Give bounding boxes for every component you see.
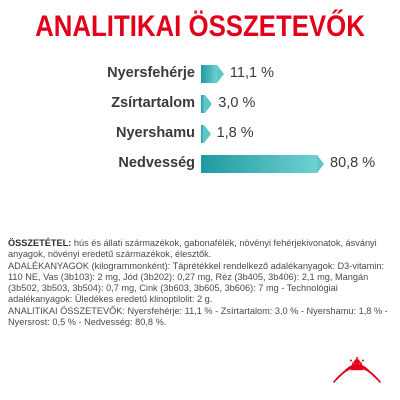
nutrient-bar-chart [0, 60, 400, 200]
bar-value-label: 11,1 % [229, 65, 274, 81]
bar-arrow [217, 65, 224, 83]
bar-arrow [205, 95, 212, 113]
bar-value-label: 80,8 % [330, 155, 376, 171]
bar-label: Nedvesség [118, 155, 195, 171]
bar-arrow [317, 155, 324, 173]
royal-canin-logo [322, 342, 392, 390]
bar-label: Nyersfehérje [107, 65, 195, 81]
bar [201, 155, 317, 173]
bar [201, 65, 217, 83]
composition-text [8, 238, 392, 328]
bar-arrow [204, 125, 211, 143]
bar-value-label: 1,8 % [216, 125, 254, 141]
page-title: ANALITIKAI ÖSSZETEVŐK [35, 10, 365, 43]
bar-label: Zsírtartalom [111, 95, 195, 111]
analytical-text: ANALITIKAI ÖSSZETEVŐK: Nyersfehérje: 11,1 % - Zsírtartalom: 3,0 % - Nyershamu: 1,8 % - Nyersrost: 0,5 % - Nedvesség: 80,8 %. [8, 305, 388, 328]
bar-label: Nyershamu [116, 125, 195, 141]
composition-body: hús és állati származékok, gabonafélék, növényi fehérjekivonatok, ásványi anyagok, növényi eredetű származékok, élesztők. [8, 238, 377, 260]
additives-text: ADALÉKANYAGOK (kilogrammonként): Táprétékkel rendelkező adalékanyagok: D3-vitamin: 110 NE, Vas (3b103): 2 mg, Jód (3b202): 0,27 mg, Réz (3b405, 3b406): 2,1 mg, Mangán (3b502, 3b503, 3b504): 0,7 mg, Cink (3b603, 3b605, 3b606): 7 mg - Technológiai adalékanyagok: Üledékes eredetű klinoptilolit: 2 g. [8, 260, 385, 305]
composition-label: ÖSSZETÉTEL: [8, 238, 72, 248]
bar-value-label: 3,0 % [218, 95, 256, 111]
